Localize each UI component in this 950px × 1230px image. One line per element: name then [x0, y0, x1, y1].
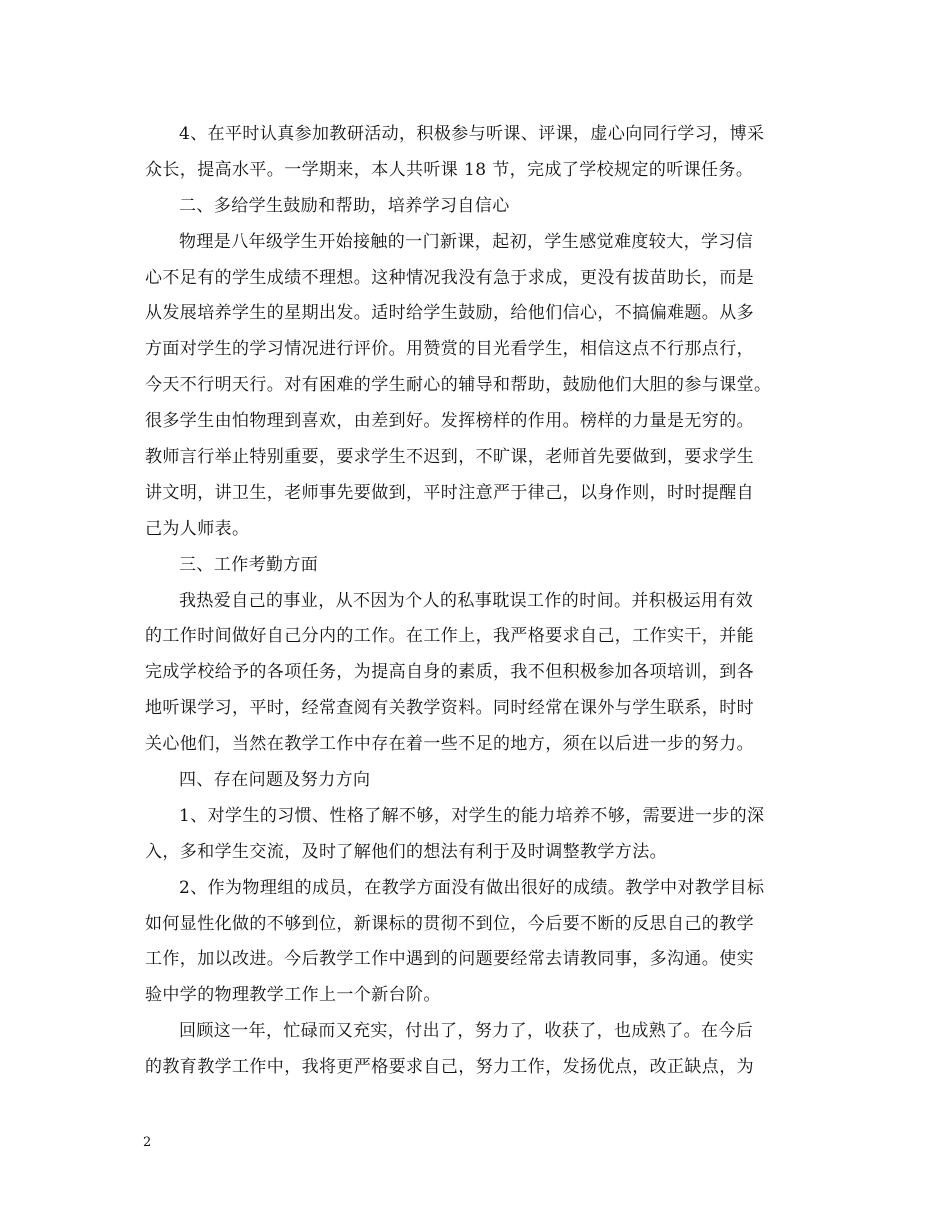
text-line: 我热爱自己的事业，从不因为个人的私事耽误工作的时间。并积极运用有效	[179, 590, 754, 611]
text-line: 心不足有的学生成绩不理想。这种情况我没有急于求成，更没有拔苗助长，而是	[145, 267, 754, 288]
text-line: 的教育教学工作中，我将更严格要求自己，努力工作，发扬优点，改正缺点，为	[145, 1057, 754, 1078]
text-line: 如何显性化做的不够到位，新课标的贯彻不到位，今后要不断的反思自己的教学	[145, 913, 754, 934]
text-line: 很多学生由怕物理到喜欢，由差到好。发挥榜样的作用。榜样的力量是无穷的。	[145, 411, 754, 432]
text-line: 地听课学习，平时，经常查阅有关教学资料。同时经常在课外与学生联系，时时	[145, 698, 754, 719]
text-line: 己为人师表。	[145, 518, 250, 539]
page-number: 2	[143, 1135, 152, 1150]
text-line: 方面对学生的学习情况进行评价。用赞赏的目光看学生，相信这点不行那点行，	[145, 339, 754, 360]
text-line: 回顾这一年，忙碌而又充实，付出了，努力了，收获了，也成熟了。在今后	[179, 1021, 754, 1042]
section-heading: 三、工作考勤方面	[179, 554, 319, 575]
text-line: 从发展培养学生的星期出发。适时给学生鼓励，给他们信心，不搞偏难题。从多	[145, 303, 754, 324]
text-line: 今天不行明天行。对有困难的学生耐心的辅导和帮助，鼓励他们大胆的参与课堂。	[145, 375, 772, 396]
text-line: 完成学校给予的各项任务，为提高自身的素质，我不但积极参加各项培训，到各	[145, 662, 754, 683]
text-line: 入，多和学生交流，及时了解他们的想法有利于及时调整教学方法。	[145, 841, 667, 862]
text-line: 众长，提高水平。一学期来，本人共听课 18 节，完成了学校规定的听课任务。	[145, 159, 754, 180]
text-line: 教师言行举止特别重要，要求学生不迟到，不旷课，老师首先要做到，要求学生	[145, 447, 754, 468]
text-line: 1、对学生的习惯、性格了解不够，对学生的能力培养不够，需要进一步的深	[179, 805, 765, 826]
text-line: 关心他们，当然在教学工作中存在着一些不足的地方，须在以后进一步的努力。	[145, 734, 754, 755]
section-heading: 四、存在问题及努力方向	[179, 770, 371, 791]
text-line: 2、作为物理组的成员，在教学方面没有做出很好的成绩。教学中对教学目标	[179, 877, 765, 898]
text-line: 4、在平时认真参加教研活动，积极参与听课、评课，虚心向同行学习，博采	[179, 124, 765, 144]
text-line: 的工作时间做好自己分内的工作。在工作上，我严格要求自己，工作实干，并能	[145, 626, 754, 647]
body-text	[145, 117, 805, 1086]
text-line: 验中学的物理教学工作上一个新台阶。	[145, 985, 441, 1006]
text-line: 物理是八年级学生开始接触的一门新课，起初，学生感觉难度较大，学习信	[179, 231, 754, 252]
text-line: 讲文明，讲卫生，老师事先要做到，平时注意严于律己，以身作则，时时提醒自	[145, 482, 754, 503]
text-line: 工作，加以改进。今后教学工作中遇到的问题要经常去请教同事，多沟通。使实	[145, 949, 754, 970]
section-heading: 二、多给学生鼓励和帮助，培养学习自信心	[179, 195, 510, 216]
